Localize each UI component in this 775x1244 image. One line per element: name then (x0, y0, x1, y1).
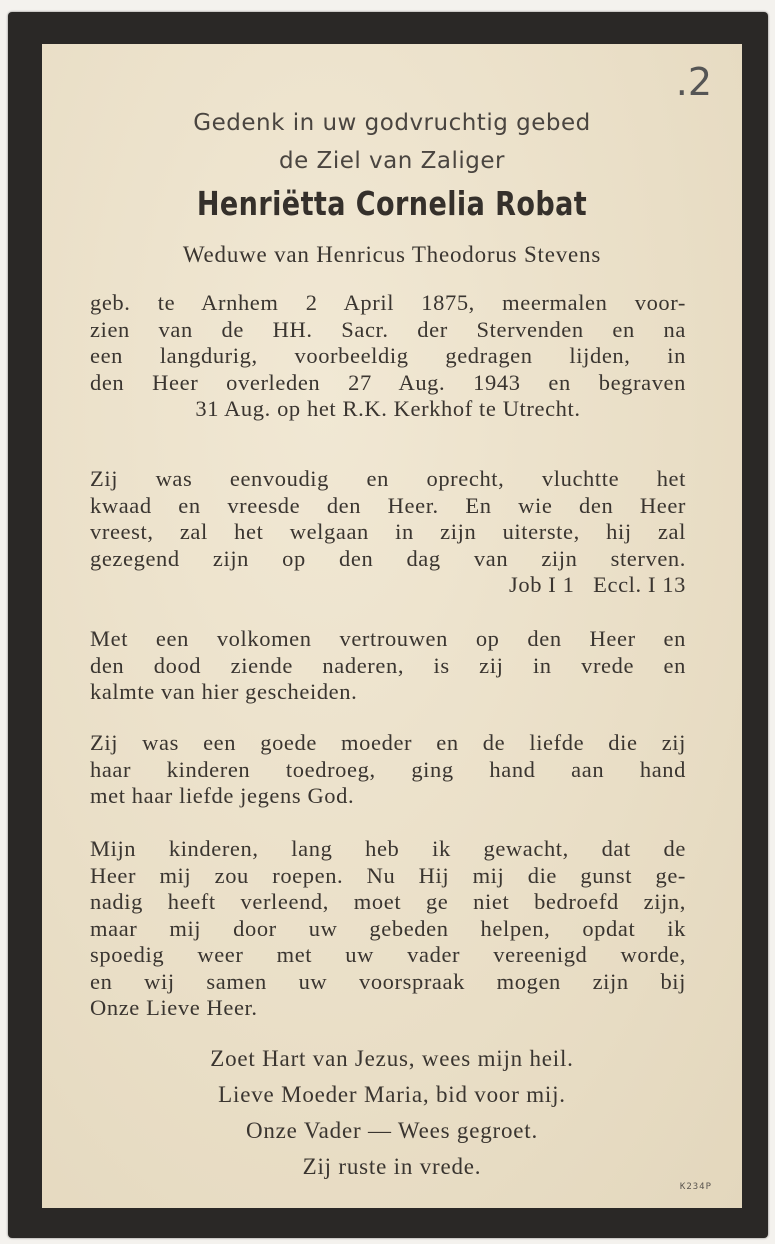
farewell-line: en wij samen uw voorspraak mogen zijn bij (90, 968, 686, 994)
trust-line: kalmte van hier gescheiden. (90, 679, 358, 704)
farewell-line: spoedig weer met uw vader vereenigd worde, (90, 942, 686, 967)
farewell-line: maar mij door uw gebeden helpen, opdat ik (90, 915, 686, 941)
biography-line: zien van de HH. Sacr. der Stervenden en na (90, 316, 686, 342)
prayer-line-4: Zij ruste in vrede. (302, 1154, 482, 1179)
card-paper (42, 44, 742, 1208)
farewell-line: Heer mij zou roepen. Nu Hij mij die gunst ge- (90, 862, 686, 888)
scripture-line: kwaad en vreesde den Heer. En wie den Heer (90, 492, 686, 518)
biography-line: 31 Aug. op het R.K. Kerkhof te Utrecht. (195, 396, 581, 421)
biography-line: een langdurig, voorbeeldig gedragen lijden, in (90, 343, 686, 368)
print-code: K234P (679, 1182, 712, 1192)
mother-line: Zij was een goede moeder en de liefde die zij (90, 730, 686, 755)
scripture-line: gezegend zijn op den dag van zijn sterven. (90, 545, 686, 571)
trust-paragraph (90, 626, 686, 706)
farewell-paragraph (90, 836, 686, 1022)
mother-line: met haar liefde jegens God. (90, 783, 355, 808)
prayer-line-3: Onze Vader — Wees gegroet. (245, 1118, 539, 1143)
farewell-line: Onze Lieve Heer. (90, 995, 258, 1020)
prayer-line-1: Zoet Hart van Jezus, wees mijn heil. (210, 1046, 574, 1071)
biography-line: den Heer overleden 27 Aug. 1943 en begraven (90, 369, 686, 395)
memorial-card (8, 12, 768, 1238)
farewell-line: Mijn kinderen, lang heb ik gewacht, dat de (90, 836, 686, 861)
widow-of-line: Weduwe van Henricus Theodorus Stevens (182, 242, 602, 267)
heading-line-1: Gedenk in uw godvruchtig gebed (193, 110, 591, 136)
mother-paragraph (90, 730, 686, 810)
heading-line-2: de Ziel van Zaliger (279, 148, 505, 174)
scripture-paragraph (90, 466, 686, 599)
mother-line: haar kinderen toedroeg, ging hand aan hand (90, 756, 686, 782)
scripture-reference: Job I 1 Eccl. I 13 (509, 572, 686, 597)
scripture-line: Zij was eenvoudig en oprecht, vluchtte het (90, 466, 686, 491)
trust-line: Met een volkomen vertrouwen op den Heer en (90, 626, 686, 651)
handwritten-note: .2 (675, 60, 712, 104)
scripture-line: vreest, zal het welgaan in zijn uiterste, hij zal (90, 519, 686, 544)
farewell-line: nadig heeft verleend, moet ge niet bedroefd zijn, (90, 889, 686, 914)
prayer-line-2: Lieve Moeder Maria, bid voor mij. (218, 1082, 566, 1107)
biography-paragraph (90, 290, 686, 423)
deceased-name: Henriëtta Cornelia Robat (196, 184, 588, 223)
trust-line: den dood ziende naderen, is zij in vrede en (90, 652, 686, 678)
biography-line: geb. te Arnhem 2 April 1875, meermalen voor- (90, 290, 686, 315)
